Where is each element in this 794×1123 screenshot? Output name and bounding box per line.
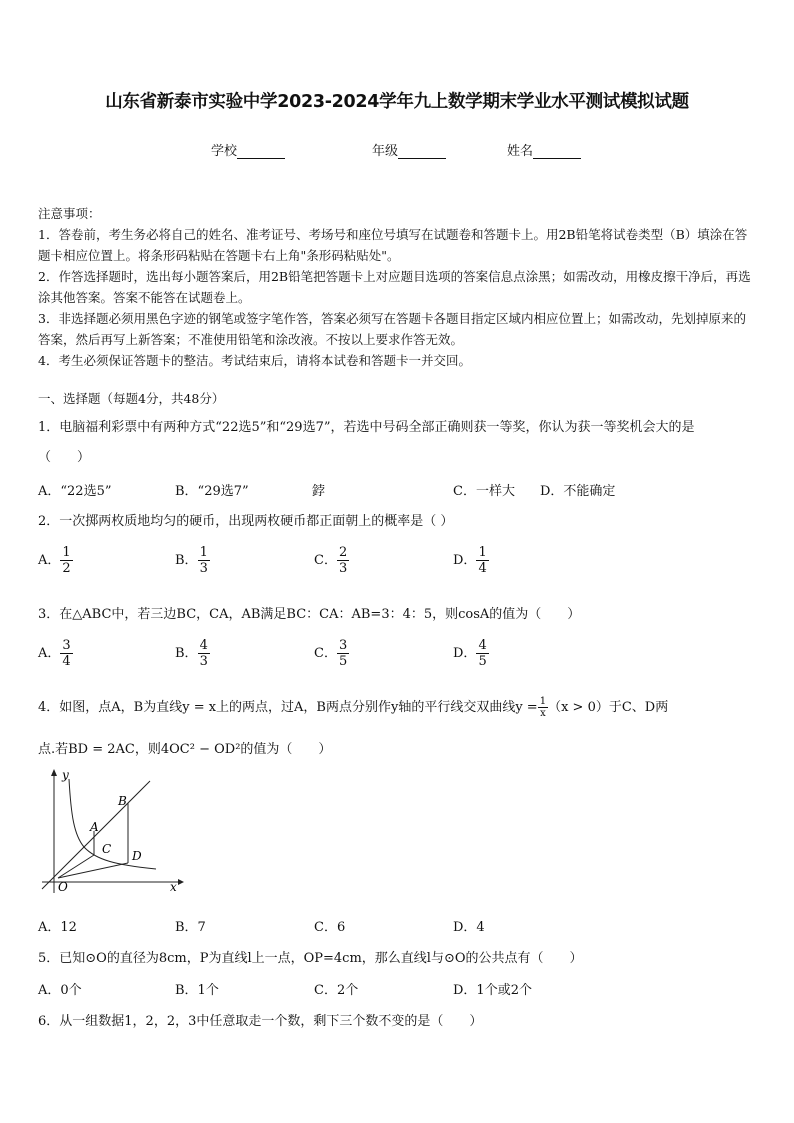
note-item: 1．答卷前，考生务必将自己的姓名、准考证号、考场号和座位号填写在试题卷和答题卡上。用2B铅笔将试卷类型（B）填涂在答题卡相应位置上。将条形码粘贴在答题卡右上角"条形码粘贴处"。 [38,227,748,263]
q3-option-b: B． $\frac{4}{3}$ [175,638,208,669]
question-1-paren: （ ） [38,450,91,465]
hyperbola-curve [69,779,156,869]
label-b: B [118,794,127,808]
q4-option-b: B．7 [175,920,206,935]
q2-option-c: C． $\frac{2}{3}$ [314,545,348,576]
question-4-line1: 4．如图，点A，B为直线y = x上的两点，过A，B两点分别作y轴的平行线交双曲线y = $\frac{1}{x}$ （x > 0）于C、D两 [38,696,669,719]
label-d: D [132,849,142,863]
question-1-text: 1．电脑福利彩票中有两种方式“22选5”和“29选7”，若选中号码全部正确则获一等奖，你认为获一等奖机会大的是 [38,420,695,435]
school-label: 学校 [211,144,238,159]
q3-option-d: D． $\frac{4}{5}$ [453,638,487,669]
q3-option-a: A． $\frac{3}{4}$ [38,638,71,669]
y-axis-arrow [51,769,57,776]
q4-option-a: A．12 [38,920,77,935]
q5-option-d: D．1个或2个 [453,983,532,998]
name-blank [533,145,581,159]
notes-heading: 注意事项： [38,206,101,221]
q2-option-a: A． $\frac{1}{2}$ [38,545,71,576]
school-field [211,140,285,159]
page-title: 山东省新泰市实验中学2023-2024学年九上数学期末学业水平测试模拟试题 [105,92,689,112]
question-5-text: 5．已知⊙O的直径为8cm，P为直线l上一点，OP=4cm，那么直线l与⊙O的公共点有（ ） [38,951,583,966]
question-3-text: 3．在△ABC中，若三边BC，CA，AB满足BC：CA：AB=3：4：5，则cosA的值为（ ） [38,607,581,622]
q1-option-b: B．“29选7” [175,484,249,499]
q5-option-a: A．0个 [38,983,82,998]
section-heading: 一、选择题（每题4分，共48分） [38,391,225,406]
label-x: x [170,880,177,894]
notes-block [38,203,758,371]
school-blank [237,145,285,159]
note-item: 2．作答选择题时，选出每小题答案后，用2B铅笔把答题卡上对应题目选项的答案信息点涂黑；如需改动，用橡皮擦干净后，再选涂其他答案。答案不能答在试题卷上。 [38,269,751,305]
name-label: 姓名 [507,144,534,159]
q1-stray-mark: 鋍 [312,484,326,499]
note-item: 3．非选择题必须用黑色字迹的钢笔或签字笔作答，答案必须写在答题卡各题目指定区域内相应位置上；如需改动，先划掉原来的答案，然后再写上新答案；不准使用铅笔和涂改液。不按以上要求作答无效。 [38,311,746,347]
question-4-line2: 点.若BD = 2AC，则4OC² − OD²的值为（ ） [38,742,332,757]
label-a: A [90,820,99,834]
q4-figure [36,765,186,895]
name-field [507,140,581,159]
question-6-text: 6．从一组数据1，2，2，3中任意取走一个数，剩下三个数不变的是（ ） [38,1014,483,1029]
q2-option-b: B． $\frac{1}{3}$ [175,545,208,576]
label-y: y [62,768,69,782]
q4-option-d: D．4 [453,920,485,935]
q1-option-a: A．“22选5” [38,484,112,499]
question-2-text: 2．一次掷两枚质地均匀的硬币，出现两枚硬币都正面朝上的概率是（ ） [38,514,454,529]
note-item: 4．考生必须保证答题卡的整洁。考试结束后，请将本试卷和答题卡一并交回。 [38,353,471,368]
segment-od [58,863,128,878]
grade-label: 年级 [372,144,399,159]
label-c: C [102,842,112,856]
q5-option-b: B．1个 [175,983,219,998]
grade-field [372,140,446,159]
q4-option-c: C．6 [314,920,346,935]
label-o: O [58,880,68,894]
q1-option-d: D．不能确定 [540,484,616,499]
q2-option-d: D． $\frac{1}{4}$ [453,545,487,576]
grade-blank [398,145,446,159]
x-axis-arrow [178,879,184,885]
q4-inline-fraction: $\frac{1}{x}$ [539,696,547,719]
q1-option-c: C．一样大 [453,484,515,499]
line-y-equals-x [42,781,150,889]
q5-option-c: C．2个 [314,983,359,998]
q3-option-c: C． $\frac{3}{5}$ [314,638,348,669]
